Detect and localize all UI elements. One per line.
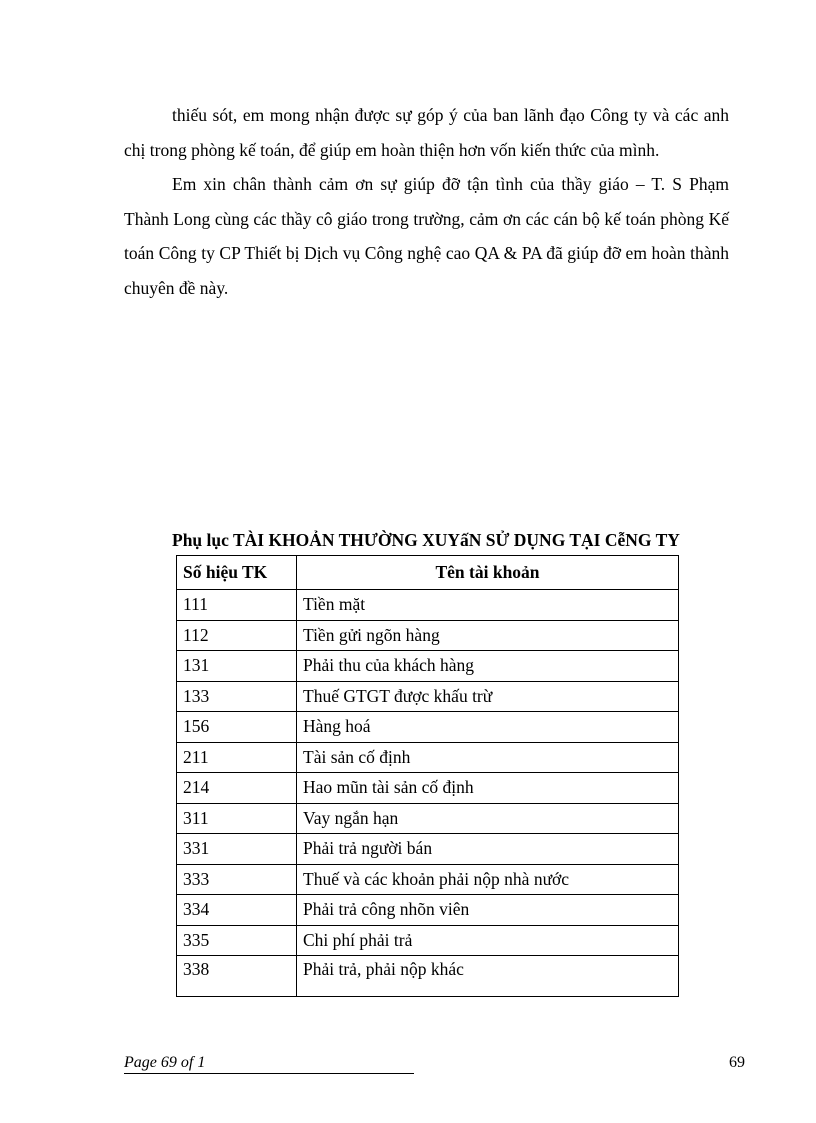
table-row [177, 620, 679, 651]
table-row [177, 681, 679, 712]
account-name-cell: Phải trả công nhõn viên [297, 895, 679, 926]
table-row [177, 864, 679, 895]
account-name-cell: Phải trả người bán [297, 834, 679, 865]
account-code-cell: 112 [177, 620, 297, 651]
account-code-cell: 156 [177, 712, 297, 743]
account-name-cell: Vay ngắn hạn [297, 803, 679, 834]
header-account-name: Tên tài khoản [297, 556, 679, 590]
footer-page-number: 69 [729, 1054, 745, 1071]
table-header-row [177, 556, 679, 590]
account-code-cell: 311 [177, 803, 297, 834]
table-row [177, 925, 679, 956]
account-name-cell: Chi phí phải trả [297, 925, 679, 956]
account-code-cell: 331 [177, 834, 297, 865]
header-account-code: Số hiệu TK [177, 556, 297, 590]
accounts-table [176, 555, 679, 997]
account-name-cell: Hàng hoá [297, 712, 679, 743]
table-row [177, 590, 679, 621]
account-code-cell: 334 [177, 895, 297, 926]
account-code-cell: 211 [177, 742, 297, 773]
account-name-cell: Hao mũn tài sản cố định [297, 773, 679, 804]
account-name-cell: Tài sản cố định [297, 742, 679, 773]
table-row [177, 651, 679, 682]
account-code-cell: 335 [177, 925, 297, 956]
paragraph-acknowledgement-1: thiếu sót, em mong nhận được sự góp ý của ban lãnh đạo Công ty và các anh chị trong phòng kế toán, để giúp em hoàn thiện hơn vốn kiến thức của mình. [124, 105, 729, 160]
account-code-cell: 214 [177, 773, 297, 804]
table-row [177, 712, 679, 743]
account-name-cell: Thuế và các khoản phải nộp nhà nước [297, 864, 679, 895]
account-code-cell: 111 [177, 590, 297, 621]
paragraph-acknowledgement-2: Em xin chân thành cảm ơn sự giúp đỡ tận tình của thầy giáo – T. S Phạm Thành Long cùng các thầy cô giáo trong trường, cảm ơn các cán bộ kế toán phòng Kế toán Công ty CP Thiết bị Dịch vụ Công nghệ cao QA & PA đã giúp đỡ em hoàn thành chuyên đề này. [124, 174, 729, 298]
table-row [177, 895, 679, 926]
account-name-cell: Phải trả, phải nộp khác [297, 956, 679, 997]
table-row [177, 742, 679, 773]
accounts-table-body [177, 590, 679, 997]
account-name-cell: Phải thu của khách hàng [297, 651, 679, 682]
account-name-cell: Tiền mặt [297, 590, 679, 621]
account-code-cell: 338 [177, 956, 297, 997]
account-name-cell: Tiền gửi ngõn hàng [297, 620, 679, 651]
appendix-title: Phụ lục TÀI KHOẢN THƯỜNG XUYấN SỬ DỤNG TẠI CễNG TY [172, 530, 680, 550]
table-row [177, 803, 679, 834]
account-code-cell: 133 [177, 681, 297, 712]
account-code-cell: 333 [177, 864, 297, 895]
account-code-cell: 131 [177, 651, 297, 682]
table-row [177, 773, 679, 804]
account-name-cell: Thuế GTGT được khấu trừ [297, 681, 679, 712]
footer-page-label: Page 69 of 1 [124, 1054, 414, 1074]
table-row [177, 834, 679, 865]
table-row [177, 956, 679, 997]
